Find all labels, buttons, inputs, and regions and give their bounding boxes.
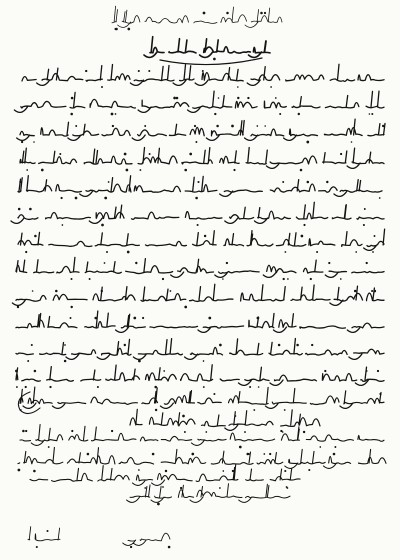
diacritic-dot	[18, 469, 21, 472]
diacritic-dot	[163, 370, 165, 372]
diacritic-dot	[170, 290, 172, 292]
manuscript-line	[18, 229, 385, 253]
diacritic-dot	[371, 113, 373, 115]
diacritic-dot	[101, 86, 103, 88]
diacritic-dot	[324, 370, 326, 372]
diacritic-dot	[269, 453, 271, 455]
diacritic-dot	[374, 290, 377, 293]
diacritic-dot	[222, 278, 224, 280]
diacritic-dot	[138, 70, 140, 72]
handwriting-stroke	[20, 387, 384, 408]
hamd-line	[22, 64, 384, 88]
handwriting-stroke	[14, 91, 384, 112]
manuscript-line	[16, 311, 384, 332]
manuscript-line	[11, 202, 384, 226]
diacritic-dot	[374, 235, 376, 237]
diacritic-dot	[176, 97, 179, 100]
diacritic-dot	[18, 208, 21, 211]
diacritic-dot	[372, 251, 374, 253]
diacritic-dot	[71, 278, 73, 280]
diacritic-dot	[237, 86, 239, 88]
diacritic-dot	[239, 446, 242, 449]
diacritic-dot	[33, 470, 36, 473]
diacritic-dot	[97, 386, 99, 388]
handwriting-stroke	[30, 465, 300, 486]
diacritic-dot	[257, 317, 260, 320]
diacritic-dot	[354, 290, 357, 293]
manuscript-line	[12, 284, 384, 308]
diacritic-dot	[27, 360, 29, 362]
diacritic-dot	[182, 415, 185, 418]
diacritic-dot	[180, 487, 182, 489]
handwriting-stroke	[123, 533, 170, 545]
diacritic-dot	[184, 306, 187, 309]
diacritic-dot	[205, 431, 207, 433]
handwriting-stroke	[18, 229, 385, 250]
diacritic-dot	[29, 208, 32, 211]
handwriting-stroke	[17, 119, 385, 140]
manuscript-line	[20, 148, 384, 172]
handwriting-stroke	[18, 176, 382, 197]
diacritic-dot	[278, 344, 281, 347]
diacritic-dot	[203, 360, 205, 362]
diacritic-dot	[124, 153, 127, 156]
diacritic-dot	[263, 453, 265, 455]
diacritic-dot	[127, 251, 130, 254]
diacritic-dot	[173, 97, 176, 100]
diacritic-dot	[303, 224, 305, 226]
diacritic-dot	[253, 409, 255, 411]
diacritic-dot	[197, 224, 199, 226]
diacritic-dot	[371, 290, 373, 292]
diacritic-dot	[351, 141, 353, 143]
diacritic-dot	[231, 125, 234, 128]
diacritic-dot	[162, 486, 164, 488]
diacritic-dot	[308, 469, 310, 471]
manuscript-line	[20, 387, 384, 411]
diacritic-dot	[184, 431, 186, 433]
diacritic-dot	[296, 344, 299, 347]
diacritic-dot	[366, 370, 368, 372]
diacritic-dot	[189, 153, 192, 156]
diacritic-dot	[48, 446, 50, 448]
diacritic-dot	[235, 415, 237, 417]
diacritic-dot	[144, 487, 146, 489]
diacritic-dot	[17, 306, 19, 308]
diacritic-dot	[264, 12, 266, 14]
diacritic-dot	[142, 317, 144, 319]
diacritic-dot	[285, 251, 287, 253]
diacritic-dot	[208, 317, 211, 320]
diacritic-dot	[75, 125, 77, 127]
diacritic-dot	[303, 431, 305, 433]
diacritic-dot	[366, 262, 368, 264]
diacritic-dot	[126, 169, 129, 172]
diacritic-dot	[106, 251, 108, 253]
diacritic-dot	[328, 262, 330, 264]
top-note-line	[112, 6, 282, 30]
handwriting-stroke	[18, 447, 386, 468]
diacritic-dot	[379, 197, 381, 199]
diacritic-dot	[26, 169, 28, 171]
diacritic-dot	[195, 141, 197, 143]
diacritic-dot	[319, 446, 321, 448]
diacritic-dot	[306, 141, 309, 144]
diacritic-dot	[62, 224, 64, 226]
diacritic-dot	[333, 453, 336, 456]
diacritic-dot	[334, 446, 336, 448]
diacritic-dot	[191, 453, 194, 456]
diacritic-dot	[71, 97, 74, 100]
diacritic-dot	[115, 28, 118, 31]
diacritic-dot	[219, 344, 222, 347]
diacritic-dot	[112, 125, 114, 127]
diacritic-dot	[59, 153, 61, 155]
diacritic-dot	[154, 386, 157, 389]
diacritic-dot	[85, 70, 87, 72]
diacritic-dot	[155, 409, 157, 411]
diacritic-dot	[22, 430, 25, 433]
diacritic-dot	[138, 360, 141, 363]
handwriting-stroke	[20, 425, 384, 446]
handwriting-stroke	[11, 202, 384, 223]
diacritic-dot	[194, 125, 196, 127]
diacritic-dot	[282, 181, 284, 183]
handwriting-stroke	[20, 148, 384, 169]
diacritic-dot	[139, 169, 141, 171]
diacritic-dot	[70, 317, 72, 319]
diacritic-dot	[130, 546, 132, 548]
diacritic-dot	[219, 487, 221, 489]
diacritic-dot	[326, 181, 328, 183]
diacritic-dot	[25, 251, 27, 253]
diacritic-dot	[149, 153, 151, 155]
diacritic-dot	[94, 317, 97, 320]
diacritic-dot	[21, 141, 23, 143]
diacritic-dot	[218, 97, 220, 99]
diacritic-dot	[49, 386, 51, 388]
margin-note-left	[28, 527, 60, 548]
diacritic-dot	[144, 125, 146, 127]
diacritic-dot	[15, 370, 18, 373]
diacritic-dot	[111, 430, 113, 432]
manuscript-line	[14, 91, 384, 115]
diacritic-dot	[135, 262, 137, 264]
diacritic-dot	[162, 278, 164, 280]
diacritic-dot	[152, 453, 155, 456]
diacritic-dot	[280, 430, 282, 432]
diacritic-dot	[237, 97, 239, 99]
diacritic-dot	[279, 113, 281, 115]
diacritic-dot	[165, 470, 167, 472]
diacritic-dot	[195, 197, 198, 200]
diacritic-dot	[101, 290, 103, 292]
diacritic-dot	[64, 344, 66, 346]
diacritic-dot	[340, 278, 342, 280]
diacritic-dot	[287, 487, 289, 489]
diacritic-dot	[70, 113, 73, 116]
handwriting-stroke	[112, 6, 282, 27]
diacritic-dot	[316, 251, 318, 253]
diacritic-dot	[124, 344, 126, 346]
diacritic-dot	[89, 278, 91, 280]
diacritic-dot	[19, 181, 21, 183]
signature-line	[130, 409, 320, 433]
diacritic-dot	[307, 181, 310, 184]
diacritic-dot	[64, 360, 67, 363]
diacritic-dot	[369, 113, 371, 115]
diacritic-dot	[213, 58, 216, 61]
diacritic-dot	[287, 278, 289, 280]
diacritic-dot	[226, 12, 229, 15]
diacritic-dot	[75, 197, 78, 200]
handwriting-stroke	[28, 527, 60, 541]
diacritic-dot	[340, 153, 342, 155]
diacritic-dot	[33, 141, 35, 143]
manuscript-line	[16, 257, 384, 280]
diacritic-dot	[25, 386, 27, 388]
handwriting-stroke	[16, 365, 384, 386]
diacritic-dot	[104, 197, 107, 200]
diacritic-dot	[203, 386, 205, 388]
diacritic-dot	[87, 453, 90, 456]
diacritic-dot	[249, 386, 251, 388]
diacritic-dot	[379, 393, 381, 395]
manuscript-line	[30, 465, 300, 488]
diacritic-dot	[71, 430, 73, 432]
diacritic-dot	[101, 224, 104, 227]
manuscript-line	[20, 425, 384, 449]
diacritic-dot	[202, 70, 204, 72]
diacritic-dot	[216, 125, 219, 128]
diacritic-dot	[34, 370, 37, 373]
diacritic-dot	[283, 278, 285, 280]
diacritic-dot	[246, 453, 249, 456]
diacritic-dot	[310, 278, 312, 280]
diacritic-dot	[108, 181, 110, 183]
diacritic-dot	[364, 208, 366, 210]
diacritic-dot	[31, 344, 33, 346]
diacritic-dot	[270, 86, 272, 88]
diacritic-dot	[25, 430, 27, 432]
diacritic-dot	[298, 113, 300, 115]
handwriting-stroke	[22, 64, 384, 85]
diacritic-dot	[70, 306, 72, 308]
diacritic-dot	[275, 97, 277, 99]
diacritic-dot	[32, 290, 34, 292]
diacritic-dot	[41, 169, 44, 172]
diacritic-dot	[258, 386, 260, 388]
diacritic-dot	[184, 169, 187, 172]
diacritic-dot	[260, 12, 263, 15]
diacritic-dot	[233, 169, 235, 171]
diacritic-dot	[311, 344, 313, 346]
manuscript-line	[18, 176, 382, 200]
diacritic-dot	[34, 235, 37, 238]
diacritic-dot	[16, 386, 18, 388]
manuscript-line	[17, 119, 385, 143]
diacritic-dot	[168, 546, 171, 549]
handwriting-stroke	[130, 409, 320, 430]
handwriting-stroke	[144, 37, 270, 58]
diacritic-dot	[127, 28, 130, 31]
diacritic-dot	[232, 470, 234, 472]
diacritic-dot	[382, 125, 384, 127]
diacritic-dot	[244, 431, 246, 433]
handwriting-stroke	[16, 339, 384, 360]
diacritic-dot	[133, 317, 136, 320]
manuscript-line	[15, 365, 384, 388]
diacritic-dot	[213, 393, 215, 395]
diacritic-dot	[222, 470, 224, 472]
basmala-flourish	[160, 58, 262, 65]
diacritic-dot	[301, 235, 304, 238]
handwriting-stroke	[16, 257, 384, 277]
diacritic-dot	[61, 197, 63, 199]
diacritic-dot	[204, 235, 206, 237]
diacritic-dot	[36, 546, 38, 548]
diacritic-dot	[256, 125, 258, 127]
diacritic-dot	[46, 530, 48, 532]
diacritic-dot	[377, 370, 379, 372]
diacritic-dot	[284, 470, 286, 472]
handwriting-stroke	[127, 484, 290, 503]
diacritic-dot	[355, 251, 357, 253]
diacritic-dot	[203, 12, 206, 15]
basmala-line	[144, 37, 270, 61]
diacritic-dot	[104, 262, 106, 264]
diacritic-dot	[55, 290, 58, 293]
closing-line	[127, 484, 290, 506]
manuscript-line	[18, 447, 386, 471]
diacritic-dot	[197, 181, 199, 183]
diacritic-dot	[226, 262, 228, 264]
handwriting-stroke	[12, 284, 384, 305]
handwriting-stroke	[16, 311, 384, 332]
diacritic-dot	[138, 469, 140, 471]
manuscript-line	[16, 339, 384, 363]
diacritic-dot	[363, 224, 365, 226]
diacritic-dot	[111, 113, 114, 116]
diacritic-dot	[247, 97, 249, 99]
diacritic-dot	[284, 409, 286, 411]
diacritic-dot	[148, 70, 150, 72]
diacritic-dot	[115, 113, 117, 115]
diacritic-dot	[264, 125, 266, 127]
margin-note-date	[123, 533, 171, 548]
diacritic-dot	[300, 169, 303, 172]
diacritic-dot	[157, 503, 160, 506]
diacritic-dot	[214, 113, 216, 115]
